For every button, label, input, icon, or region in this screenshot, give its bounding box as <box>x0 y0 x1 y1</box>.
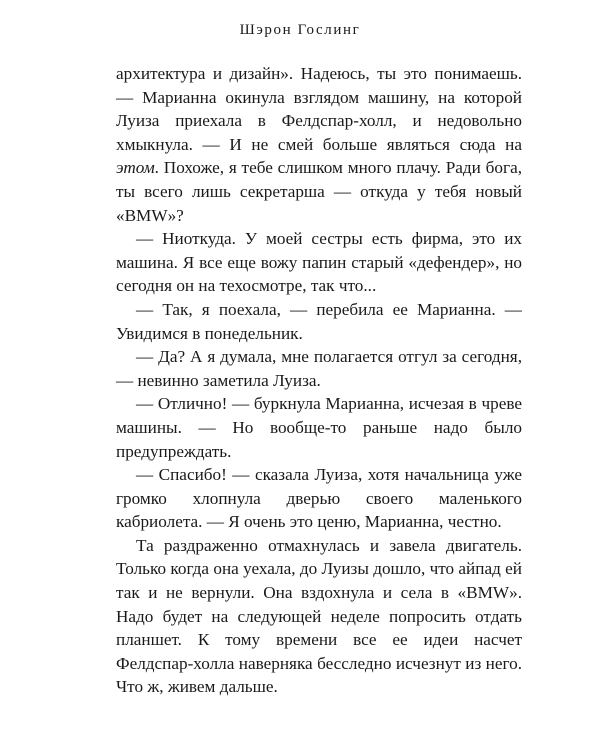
paragraph: — Отлично! — буркнула Марианна, исчезая в чреве машины. — Но вообще-то раньше надо было предупреждать. <box>116 394 522 461</box>
paragraph: — Так, я поехала, — перебила ее Марианна. — Увидимся в понедельник. <box>116 299 522 343</box>
paragraph-text: . Похоже, я тебе слишком много плачу. Ради бога, ты всего лишь секретарша — откуда у тебя новый «BMW»? <box>116 158 522 225</box>
paragraph-continued <box>116 62 522 227</box>
paragraph: — Да? А я думала, мне полагается отгул за сегодня, — невинно заметила Луиза. <box>116 347 522 390</box>
paragraph: — Спасибо! — сказала Луиза, хотя начальница уже громко хлопнула дверью своего маленького кабриолета. — Я очень это ценю, Марианна, честно. <box>116 465 522 532</box>
paragraph: — Ниоткуда. У моей сестры есть фирма, это их машина. Я все еще вожу папин старый «дефендер», но сегодня он на техосмотре, так что... <box>116 229 522 296</box>
running-head-author: Шэрон Гослинг <box>239 22 361 38</box>
paragraph-text: архитектура и дизайн». Надеюсь, ты это понимаешь. — Марианна окинула взглядом машину, на которой Луиза приехала в Фелдспар-холл, и недовольно хмыкнула. — И не смей больше являться сюда на <box>116 64 522 154</box>
emphasized-word: этом <box>116 158 155 178</box>
page-body <box>116 62 522 699</box>
paragraph: Та раздраженно отмахнулась и завела двигатель. Только когда она уехала, до Луизы дошло, что айпад ей так и не вернули. Она вздохнула и села в «BMW». Надо будет на следующей неделе попросить отдать планшет. К тому времени все ее идеи насчет Фелдспар-холла наверняка бесследно исчезнут из него. Что ж, живем дальше. <box>116 535 522 697</box>
